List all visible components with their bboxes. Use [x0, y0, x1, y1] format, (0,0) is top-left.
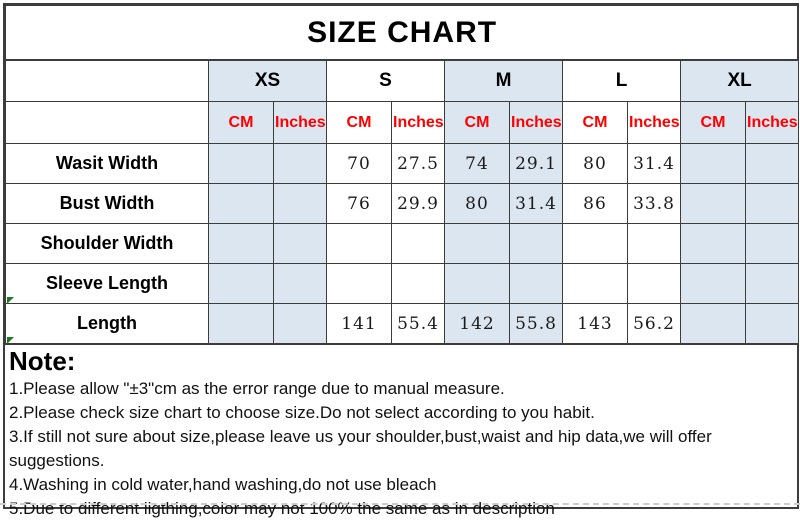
title-row [6, 6, 799, 61]
row-label: Wasit Width [6, 144, 209, 184]
data-cell: 141 [327, 304, 392, 344]
corner-cell [6, 102, 209, 144]
data-cell [681, 184, 746, 224]
size-header-row [6, 60, 799, 102]
row-label: Length [6, 304, 209, 344]
data-cell [563, 264, 628, 304]
data-cell [274, 304, 327, 344]
data-cell [327, 264, 392, 304]
data-cell [209, 224, 274, 264]
data-cell [681, 144, 746, 184]
data-cell [628, 264, 681, 304]
unit-header-cm: CM [445, 102, 510, 144]
table-row-wasit-width [6, 144, 799, 184]
table-row-bust-width [6, 184, 799, 224]
data-cell [209, 184, 274, 224]
data-cell [746, 264, 799, 304]
note-item-1: 1.Please allow "±3"cm as the error range due to manual measure. [9, 379, 505, 398]
unit-header-row [6, 102, 799, 144]
data-cell: 74 [445, 144, 510, 184]
data-cell: 31.4 [510, 184, 563, 224]
data-cell [563, 224, 628, 264]
data-cell: 80 [563, 144, 628, 184]
data-cell: 142 [445, 304, 510, 344]
table-row-sleeve-length [6, 264, 799, 304]
data-cell [746, 304, 799, 344]
data-cell: 55.4 [392, 304, 445, 344]
row-label: Shoulder Width [6, 224, 209, 264]
data-cell [392, 224, 445, 264]
corner-cell [6, 60, 209, 102]
data-cell [746, 184, 799, 224]
unit-header-cm: CM [209, 102, 274, 144]
note-item-3: 3.If still not sure about size,please leave us your shoulder,bust,waist and hip data,we will offer suggestions. [9, 427, 712, 470]
data-cell: 143 [563, 304, 628, 344]
data-cell: 55.8 [510, 304, 563, 344]
note-item-4: 4.Washing in cold water,hand washing,do not use bleach [9, 475, 437, 494]
data-cell [274, 224, 327, 264]
size-chart-table [5, 5, 799, 344]
data-cell [274, 264, 327, 304]
data-cell: 86 [563, 184, 628, 224]
size-header-xl: XL [681, 60, 799, 102]
data-cell [681, 304, 746, 344]
data-cell [327, 224, 392, 264]
unit-header-inches: Inches [274, 102, 327, 144]
data-cell [445, 264, 510, 304]
data-cell: 27.5 [392, 144, 445, 184]
data-cell [445, 224, 510, 264]
unit-header-cm: CM [681, 102, 746, 144]
data-cell: 29.1 [510, 144, 563, 184]
note-item-2: 2.Please check size chart to choose size.Do not select according to you habit. [9, 403, 595, 422]
data-cell [274, 144, 327, 184]
row-label: Bust Width [6, 184, 209, 224]
data-cell [510, 224, 563, 264]
page-break-line [0, 503, 800, 505]
data-cell [209, 264, 274, 304]
data-cell: 29.9 [392, 184, 445, 224]
unit-header-inches: Inches [628, 102, 681, 144]
note-section [5, 344, 797, 518]
data-cell [628, 224, 681, 264]
data-cell: 31.4 [628, 144, 681, 184]
data-cell: 56.2 [628, 304, 681, 344]
excel-error-marker [7, 297, 14, 304]
data-cell [392, 264, 445, 304]
size-chart-sheet [3, 3, 799, 518]
note-heading: Note: [9, 346, 76, 376]
size-header-l: L [563, 60, 681, 102]
unit-header-cm: CM [563, 102, 628, 144]
data-cell [746, 224, 799, 264]
unit-header-cm: CM [327, 102, 392, 144]
data-cell: 80 [445, 184, 510, 224]
table-row-length [6, 304, 799, 344]
data-cell [510, 264, 563, 304]
size-header-m: M [445, 60, 563, 102]
data-cell [746, 144, 799, 184]
data-cell [274, 184, 327, 224]
unit-header-inches: Inches [392, 102, 445, 144]
excel-error-marker [7, 337, 14, 344]
row-label: Sleeve Length [6, 264, 209, 304]
data-cell [209, 144, 274, 184]
note-item-5: 5.Due to different ligthing,color may not 100% the same as in description [9, 499, 555, 518]
table-row-shoulder-width [6, 224, 799, 264]
page-title: SIZE CHART [6, 6, 799, 61]
data-cell: 33.8 [628, 184, 681, 224]
size-header-s: S [327, 60, 445, 102]
data-cell: 76 [327, 184, 392, 224]
data-cell: 70 [327, 144, 392, 184]
unit-header-inches: Inches [746, 102, 799, 144]
unit-header-inches: Inches [510, 102, 563, 144]
data-cell [209, 304, 274, 344]
data-cell [681, 224, 746, 264]
data-cell [681, 264, 746, 304]
size-header-xs: XS [209, 60, 327, 102]
